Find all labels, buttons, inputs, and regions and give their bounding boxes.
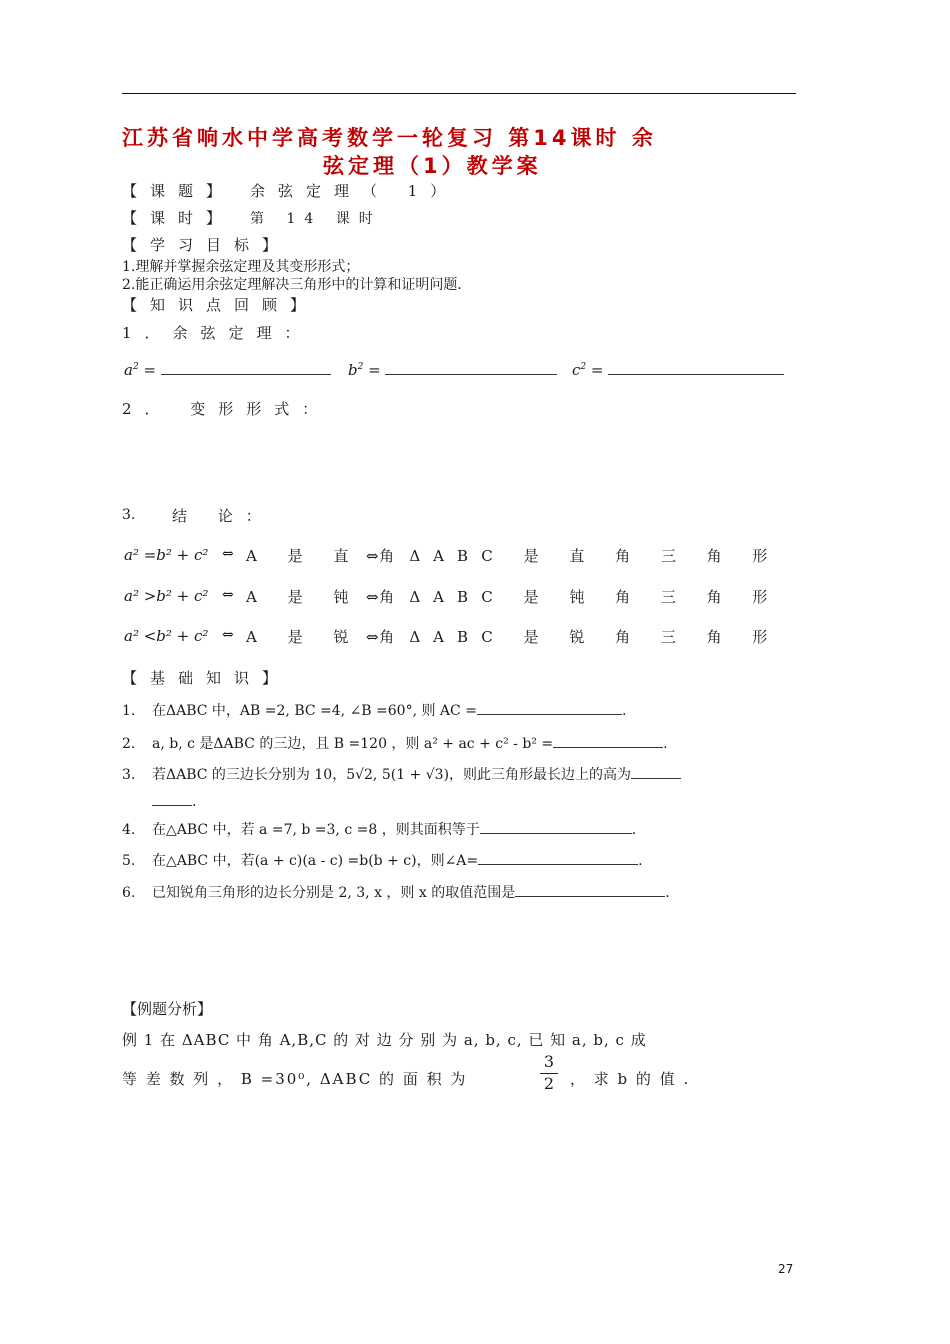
- header-rule: [122, 93, 796, 94]
- topic-value: 余弦定理（ 1）: [250, 182, 459, 200]
- period-value: 第 14 课时: [250, 211, 382, 227]
- conclusion-1-triangle: ⇔ ΔABC 是 直 角 三 角 形: [366, 547, 781, 565]
- page-number: 27: [778, 1262, 794, 1276]
- objectives-heading: 【学习目标】: [122, 236, 291, 254]
- examples-heading: 【例题分析】: [122, 1000, 213, 1018]
- formula-a-sq: $a^2$ =: [124, 360, 331, 379]
- question-6: 6. 已知锐角三角形的边长分别是 2, 3, x ，则 x 的取值范围是 .: [122, 882, 670, 902]
- conclusion-2-angle: A 是 钝 角: [246, 588, 408, 606]
- formula-c-sq: $c^2$ =: [572, 360, 784, 379]
- fraction: [540, 1052, 558, 1093]
- conclusion-1-angle: A 是 直 角: [246, 547, 408, 565]
- answer-blank-1[interactable]: [477, 700, 622, 715]
- example-1-line-1: 例 1 在 ΔABC 中 角 A,B,C 的 对 边 分 别 为 a, b, c, 已 知 a, b, c 成: [122, 1031, 647, 1049]
- review-item-3-text: 结 论：: [172, 507, 274, 525]
- question-3: 3. 若ΔABC 的三边长分别为 10，5√2, 5(1 + √3)，则此三角形最长边上的高为: [122, 764, 681, 784]
- conclusion-2-lhs: a² >b² + c²: [124, 587, 209, 605]
- answer-blank-3[interactable]: [631, 764, 681, 779]
- period-label: 【课时】: [122, 209, 235, 227]
- blank-b[interactable]: [385, 360, 557, 375]
- question-5: 5. 在△ABC 中，若(a + c)(a - c) =b(b + c)，则∠A= .: [122, 850, 643, 870]
- example-1-line-2a: 等 差 数 列 ， B =30⁰, ΔABC 的 面 积 为: [122, 1070, 468, 1088]
- conclusion-3-angle: A 是 锐 角: [246, 628, 408, 646]
- blank-c[interactable]: [608, 360, 784, 375]
- review-heading: 【知识点回顾】: [122, 296, 319, 314]
- conclusion-1-lhs: a² =b² + c²: [124, 546, 209, 564]
- objective-2: 2.能正确运用余弦定理解决三角形中的计算和证明问题.: [122, 277, 462, 293]
- title-line-1: 江苏省响水中学高考数学一轮复习 第14课时 余: [122, 126, 657, 150]
- blank-a[interactable]: [161, 360, 331, 375]
- question-3-continued: .: [152, 791, 196, 810]
- conclusion-3-lhs: a² <b² + c²: [124, 627, 209, 645]
- question-2: 2. a, b, c 是ΔABC 的三边，且 B =120 ，则 a² + ac + c² - b² = .: [122, 733, 668, 753]
- question-4: 4. 在△ABC 中，若 a =7, b =3, c =8 ，则其面积等于 .: [122, 819, 636, 839]
- conclusion-1-iff: ⇔: [222, 546, 234, 562]
- question-1: 1. 在ΔABC 中，AB =2, BC =4, ∠B =60°, 则 AC = .: [122, 700, 626, 720]
- fraction-numerator: 3: [543, 1052, 555, 1071]
- answer-blank-6[interactable]: [515, 882, 665, 897]
- formula-b-sq: $b^2$ =: [348, 360, 557, 379]
- objective-1: 1.理解并掌握余弦定理及其变形形式；: [122, 259, 360, 275]
- review-item-1: 1．余弦定理：: [122, 324, 313, 342]
- conclusion-2-iff: ⇔: [222, 587, 234, 603]
- answer-blank-4[interactable]: [480, 819, 632, 834]
- conclusion-2-triangle: ⇔ ΔABC 是 钝 角 三 角 形: [366, 588, 781, 606]
- basics-heading: 【基础知识】: [122, 669, 291, 687]
- conclusion-3-triangle: ⇔ ΔABC 是 锐 角 三 角 形: [366, 628, 781, 646]
- example-1-line-2b: ， 求 b 的 值 .: [570, 1070, 691, 1088]
- title-line-2: 弦定理（1）教学案: [323, 154, 542, 178]
- answer-blank-2[interactable]: [553, 733, 663, 748]
- answer-blank-5[interactable]: [478, 850, 638, 865]
- conclusion-3-iff: ⇔: [222, 627, 234, 643]
- topic-label: 【课题】: [122, 182, 235, 200]
- review-item-2: 2． 变形形式：: [122, 400, 331, 418]
- answer-blank-3b[interactable]: [152, 791, 192, 806]
- fraction-denominator: 2: [540, 1073, 558, 1093]
- review-item-3-num: 3.: [122, 507, 136, 523]
